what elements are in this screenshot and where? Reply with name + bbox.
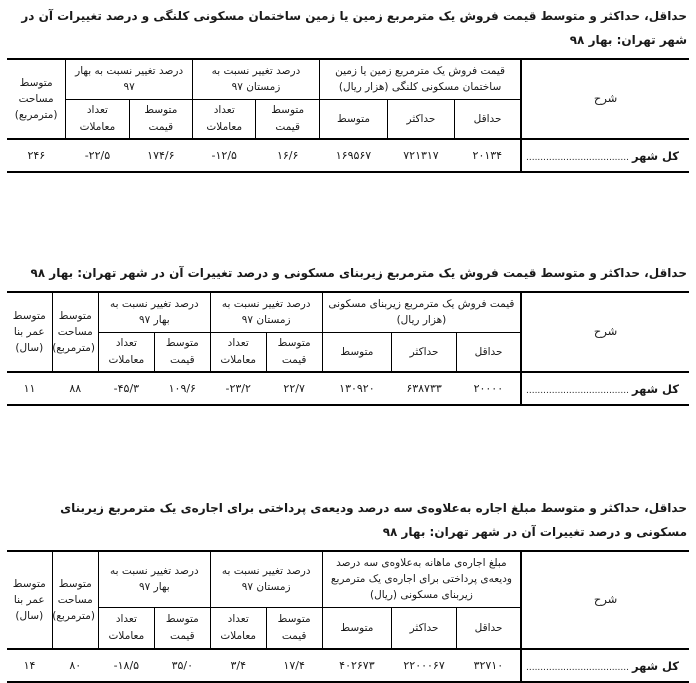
col-header-winter-deals: تعداد معاملات <box>210 607 266 649</box>
cell-avg-area: ۸۸ <box>69 382 82 395</box>
cell-max: ۶۳۸۷۳۳ <box>406 382 442 395</box>
cell-max: ۲۲۰۰۰۶۷ <box>403 659 445 672</box>
row-label-text: کل شهر <box>631 381 679 396</box>
cell-winter-deals: ۳/۴ <box>230 659 246 672</box>
col-header-avg-area: متوسط مساحت (مترمربع) <box>7 59 66 139</box>
col-group-winter-change: درصد تغییر نسبت به زمستان ۹۷ <box>193 59 320 99</box>
col-header-spring-avg-price: متوسط قیمت <box>129 99 192 139</box>
cell-min: ۳۲۷۱۰ <box>473 659 504 672</box>
cell-avg-area: ۲۴۶ <box>27 149 46 162</box>
rent-table <box>7 550 689 683</box>
cell-min: ۲۰۱۳۴ <box>472 149 503 162</box>
cell-winter-avg-price: ۱۶/۶ <box>276 149 299 162</box>
col-group-rent-amount: مبلغ اجاره‌ی ماهانه به‌علاوه‌ی سه درصد ودیعه‌ی پرداختی برای اجاره‌ی یک مترمربع زیربنای مسکونی (ریال) <box>322 551 521 607</box>
row-label-text: کل شهر <box>631 148 679 163</box>
cell-spring-avg-price: ۳۵/۰ <box>171 659 194 672</box>
col-group-spring-change: درصد تغییر نسبت به بهار ۹۷ <box>98 551 210 607</box>
row-label-text: کل شهر <box>631 658 679 673</box>
cell-avg: ۱۶۹۵۶۷ <box>335 149 372 162</box>
cell-spring-deals: -۲۲/۵ <box>84 149 111 162</box>
cell-max: ۷۲۱۳۱۷ <box>403 149 439 162</box>
col-header-winter-avg-price: متوسط قیمت <box>266 607 322 649</box>
col-header-spring-deals: تعداد معاملات <box>98 607 154 649</box>
col-header-min: حداقل <box>454 99 521 139</box>
col-header-avg: متوسط <box>319 99 387 139</box>
col-header-spring-avg-price: متوسط قیمت <box>154 332 210 372</box>
row-label-whole-city <box>521 372 689 405</box>
cell-winter-deals: -۱۲/۵ <box>211 149 237 162</box>
cell-avg-age: ۱۴ <box>23 659 36 672</box>
cell-spring-avg-price: ۱۰۹/۶ <box>168 382 196 395</box>
col-group-winter-change: درصد تغییر نسبت به زمستان ۹۷ <box>210 551 322 607</box>
col-header-spring-deals: تعداد معاملات <box>66 99 129 139</box>
col-header-winter-avg-price: متوسط قیمت <box>266 332 322 372</box>
col-header-avg-age: متوسط عمر بنا (سال) <box>7 292 52 372</box>
dotted-leader: .................................... <box>525 385 629 396</box>
table-title: حداقل، حداکثر و متوسط قیمت فروش یک مترمربع زیربنای مسکونی و درصد تغییرات آن در شهر تهران: بهار ۹۸ <box>30 266 687 280</box>
col-header-avg-area: متوسط مساحت (مترمربع) <box>52 551 98 649</box>
col-header-min: حداقل <box>456 332 521 372</box>
col-group-spring-change: درصد تغییر نسبت به بهار ۹۷ <box>98 292 210 332</box>
col-header-description: شرح <box>521 551 689 649</box>
dotted-leader: .................................... <box>525 662 629 673</box>
residential-price-section <box>7 261 689 406</box>
col-group-spring-change: درصد تغییر نسبت به بهار ۹۷ <box>66 59 193 99</box>
table-row <box>7 649 689 682</box>
cell-winter-deals: -۲۳/۲ <box>225 382 251 395</box>
cell-spring-deals: -۱۸/۵ <box>113 659 140 672</box>
cell-min: ۲۰۰۰۰ <box>473 382 504 395</box>
row-label-whole-city <box>521 139 689 172</box>
cell-avg: ۴۰۲۶۷۳ <box>339 659 375 672</box>
table-title: حداقل، حداکثر و متوسط مبلغ اجاره به‌علاوه‌ی سه درصد ودیعه‌ی پرداختی برای اجاره‌ی یک مترمربع زیربنای مسکونی و درصد تغییرات آن در شهر تهران: بهار ۹۸ <box>60 501 687 539</box>
col-header-spring-avg-price: متوسط قیمت <box>154 607 210 649</box>
table-row <box>7 372 689 405</box>
col-header-spring-deals: تعداد معاملات <box>98 332 154 372</box>
col-group-winter-change: درصد تغییر نسبت به زمستان ۹۷ <box>210 292 322 332</box>
col-header-avg: متوسط <box>322 607 392 649</box>
residential-price-table <box>7 291 689 406</box>
cell-spring-avg-price: ۱۷۴/۶ <box>147 149 175 162</box>
cell-winter-avg-price: ۱۷/۴ <box>283 659 305 672</box>
col-header-avg: متوسط <box>322 332 392 372</box>
col-header-description: شرح <box>521 292 689 372</box>
col-header-avg-age: متوسط عمر بنا (سال) <box>7 551 52 649</box>
col-header-max: حداکثر <box>388 99 455 139</box>
cell-avg-area: ۸۰ <box>69 659 82 672</box>
col-group-sale-price: قیمت فروش یک مترمربع زیربنای مسکونی (هزار ریال) <box>322 292 521 332</box>
col-header-winter-deals: تعداد معاملات <box>210 332 266 372</box>
cell-winter-avg-price: ۲۲/۷ <box>283 382 305 395</box>
dotted-leader: .................................... <box>525 152 629 163</box>
col-header-max: حداکثر <box>392 332 457 372</box>
col-header-max: حداکثر <box>392 607 457 649</box>
col-header-winter-avg-price: متوسط قیمت <box>256 99 319 139</box>
col-group-sale-price: قیمت فروش یک مترمربع زمین یا زمین ساختمان مسکونی کلنگی (هزار ریال) <box>319 59 521 99</box>
rent-section <box>7 496 689 683</box>
cell-spring-deals: -۴۵/۳ <box>113 382 140 395</box>
table-title: حداقل، حداکثر و متوسط قیمت فروش یک مترمربع زمین یا زمین ساختمان مسکونی کلنگی و درصد تغییرات آن در شهر تهران: بهار ۹۸ <box>21 9 687 47</box>
col-header-min: حداقل <box>456 607 521 649</box>
cell-avg-age: ۱۱ <box>23 382 36 395</box>
col-header-description: شرح <box>521 59 689 139</box>
row-label-whole-city <box>521 649 689 682</box>
table-row <box>7 139 689 172</box>
land-price-table <box>7 58 689 173</box>
cell-avg: ۱۳۰۹۲۰ <box>339 382 375 395</box>
land-price-section <box>7 4 689 173</box>
col-header-winter-deals: تعداد معاملات <box>193 99 256 139</box>
col-header-avg-area: متوسط مساحت (مترمربع) <box>52 292 98 372</box>
